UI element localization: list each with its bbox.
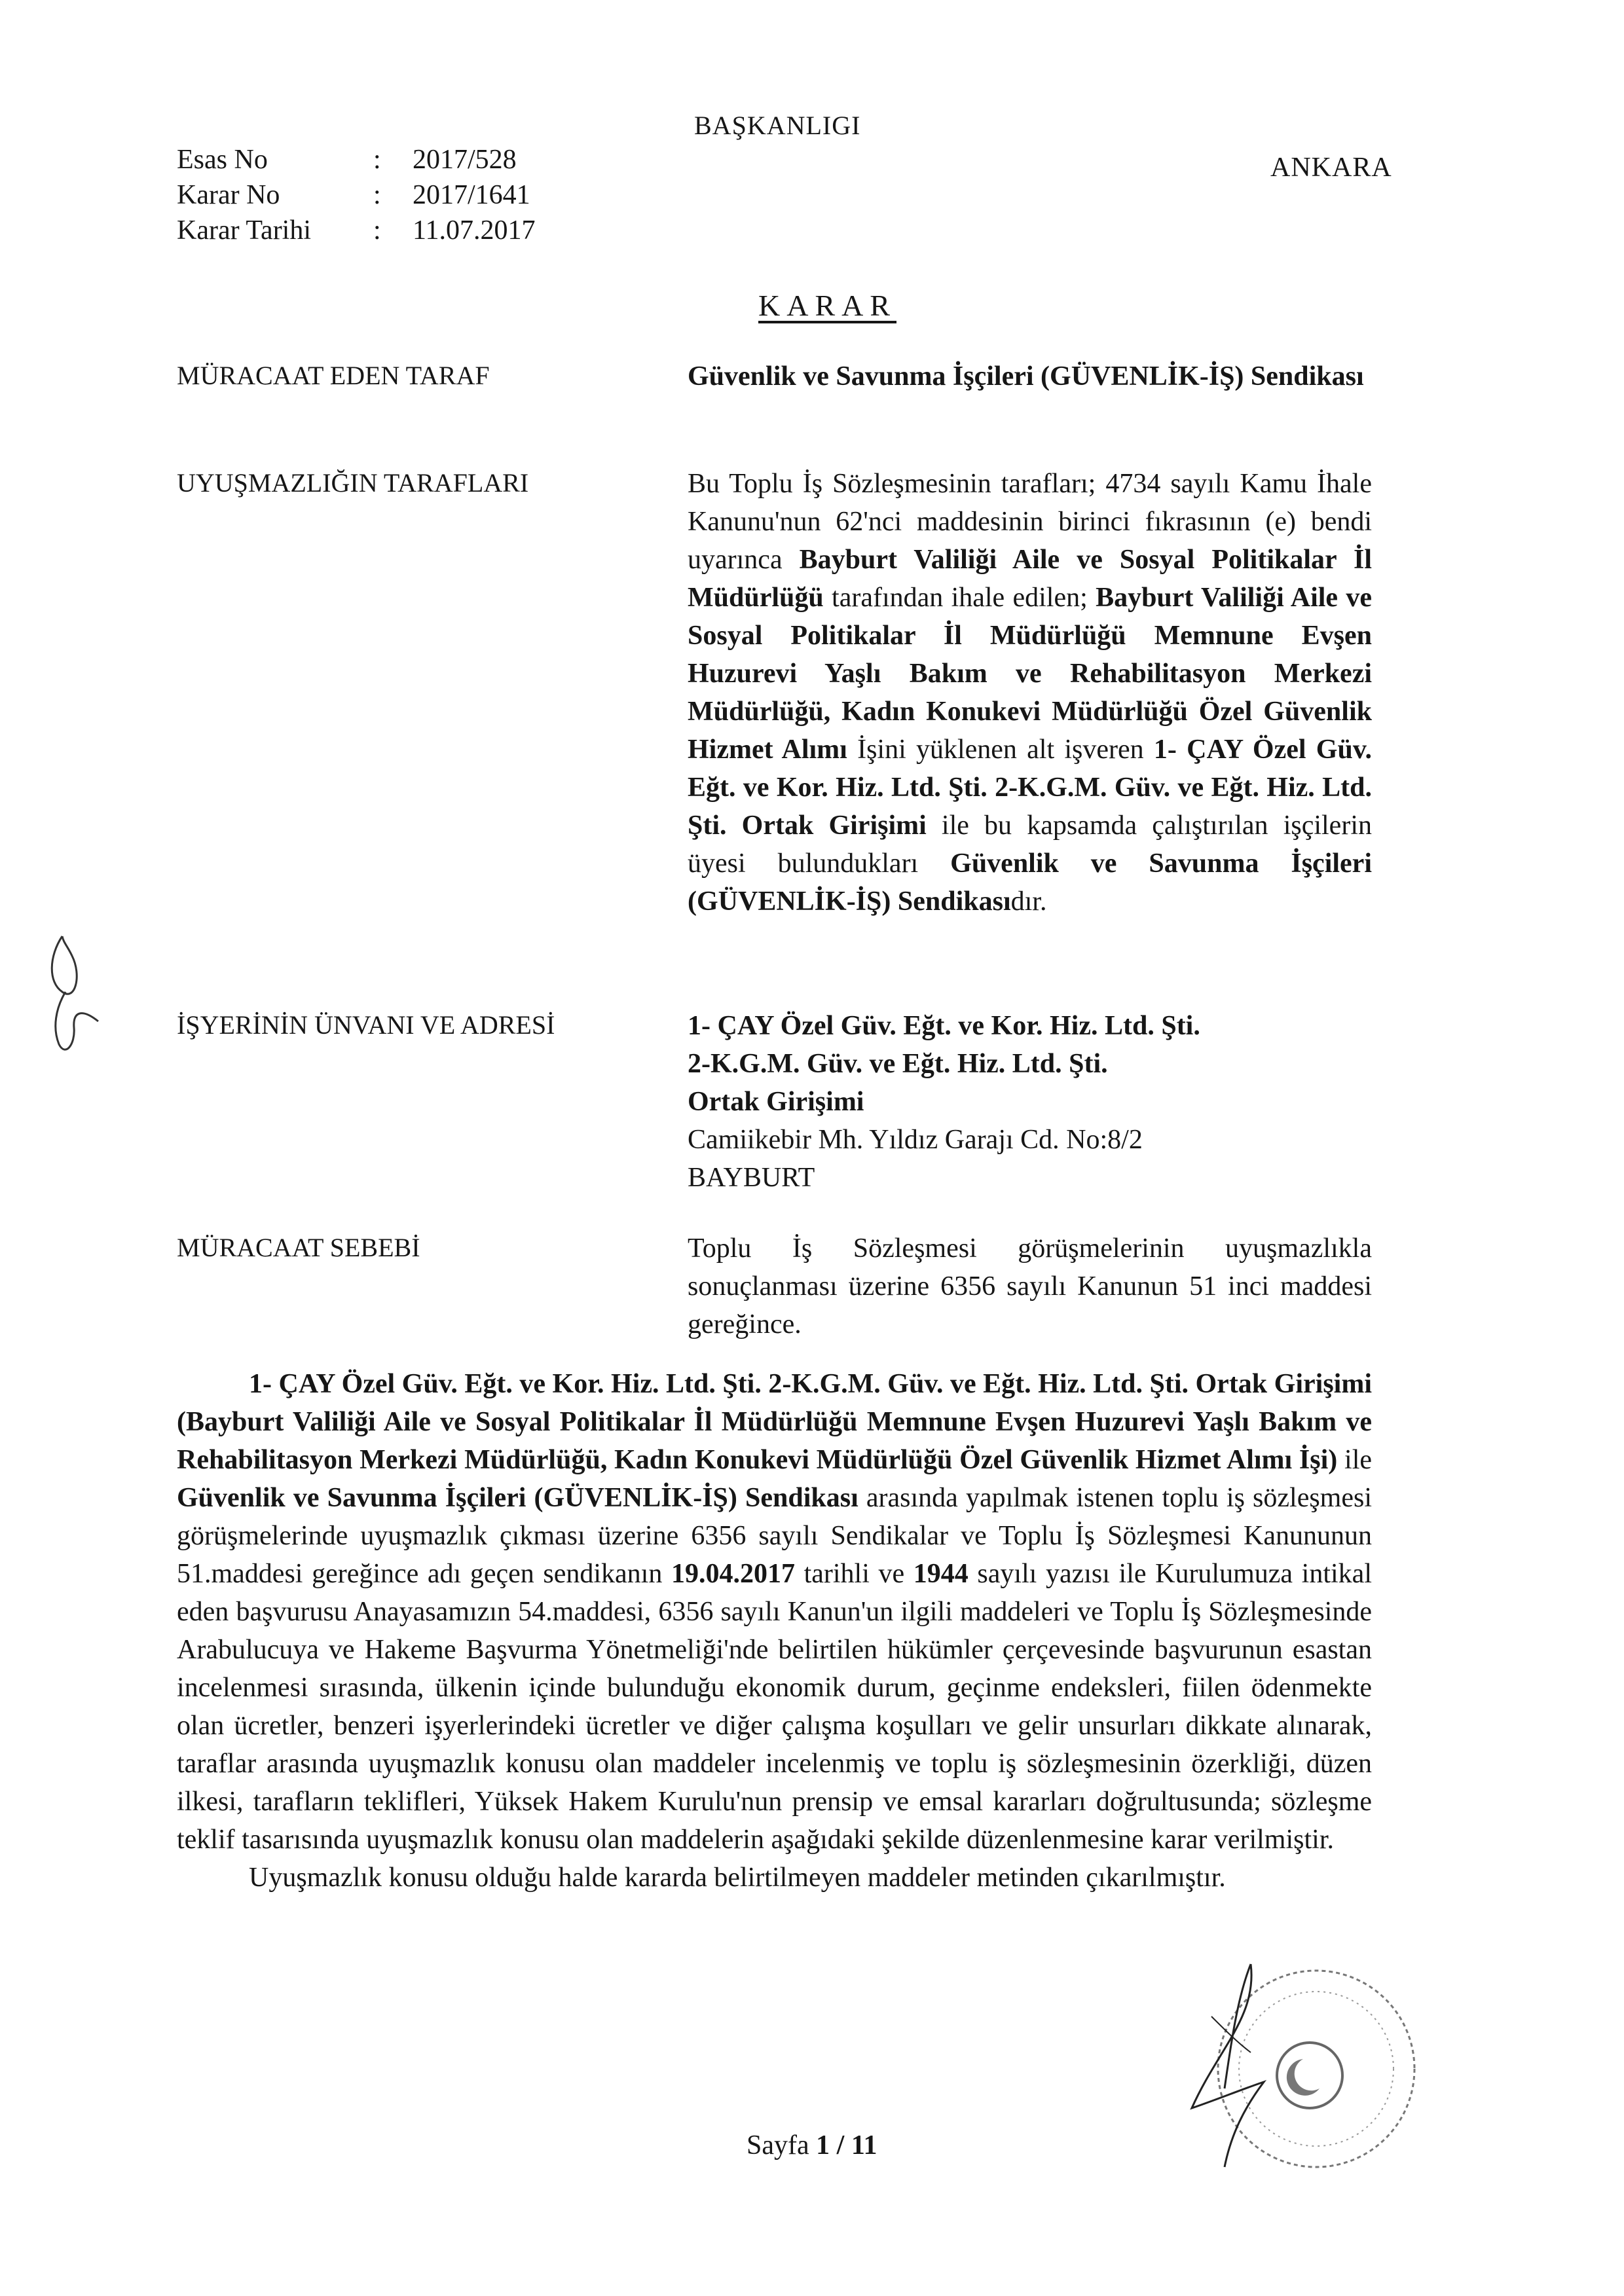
parties-text-3: tarafından ihale edilen; [823,583,1096,613]
parties-text-5: İşini yüklenen alt işveren [847,735,1154,765]
decision-body [177,1365,1372,1897]
reason-value: Toplu İş Sözleşmesi görüşmelerinin uyuşmazlıkla sonuçlanması üzerine 6356 sayılı Kanunun 51 inci maddesi gereğince. [688,1233,1372,1339]
body-paragraph-1 [177,1365,1372,1859]
body-p1-h: sayılı yazısı ile Kurulumuza intikal eden başvurusu Anayasamızın 54.maddesi, 6356 sayılı Kanun'un ilgili maddeleri ve Toplu İş Sözleşmesinde Arabulucuya ve Hakeme Başvurma Yönetmeliği'nde belirtilen hükümler çerçevesinde başvurunun esastan incelenmesi sırasında, ülkenin içinde bulunduğu ekonomik durum, geçinme endeksleri, fiilen ödenmekte olan ücretler, benzeri işyerlerindeki ücretler ve diğer çalışma koşulları ve gelir unsurları dikkate alınarak, taraflar arasında uyuşmazlık konusu olan maddeler incelenmiş ve toplu iş sözleşmesinin özerkliği, düzen ilkesi, tarafların teklifleri, Yüksek Hakem Kurulu'nun prensip ve emsal kararları doğrultusunda; sözleşme teklif tasarısında uyuşmazlık konusu olan maddelerin aşağıdaki şekilde düzenlenmesine karar verilmiştir. [177,1559,1372,1855]
body-p1-f: tarihli ve [794,1559,913,1589]
decision-title: KARAR [758,289,897,322]
page-label: Sayfa [747,2130,817,2160]
parties-text-9: dır. [1010,886,1047,917]
page-current: 1 [816,2130,830,2160]
page-total: 11 [851,2130,877,2160]
decision-no-colon: : [373,180,381,210]
page-footer [747,2130,877,2161]
body-p1-d: arasında yapılmak istenen toplu iş sözleşmesi görüşmelerinde uyuşmazlık çıkması üzerine 6356 sayılı Sendikalar ve Toplu İş Sözleşmesi Kanununun 51.maddesi gereğince adı geçen sendikanın [177,1483,1373,1589]
body-p1-parties: 1- ÇAY Özel Güv. Eğt. ve Kor. Hiz. Ltd. Şti. 2-K.G.M. Güv. ve Eğt. Hiz. Ltd. Şti. Ortak Girişimi (Bayburt Valiliği Aile ve Sosyal Politikalar İl Müdürlüğü Memnune Evşen Huzurevi Yaşlı Bakım ve Rehabilitasyon Merkezi Müdürlüğü, Kadın Konukevi Müdürlüğü Özel Güvenlik Hizmet Alımı İşi) [177,1369,1372,1475]
body-p1-date: 19.04.2017 [671,1559,795,1589]
parties-text-2: Bayburt Valiliği Aile ve Sosyal Politikalar İl Müdürlüğü [688,545,1372,613]
decision-date-label: Karar Tarihi [177,215,312,246]
decision-date-value: 11.07.2017 [413,215,536,246]
decision-no-value: 2017/1641 [413,180,530,210]
applicant-label: MÜRACAAT EDEN TARAF [177,361,490,390]
handwritten-mark-icon [36,930,108,1061]
page-sep: / [830,2130,851,2160]
workplace-line-2: 2-K.G.M. Güv. ve Eğt. Hiz. Ltd. Şti. [688,1049,1108,1079]
authority-heading: BAŞKANLIGI [694,111,861,140]
workplace-value [688,1007,1372,1197]
case-no-row [177,143,517,177]
parties-text-6: 1- ÇAY Özel Güv. Eğt. ve Kor. Hiz. Ltd. Şti. 2-K.G.M. Güv. ve Eğt. Hiz. Ltd. Şti. Ortak Girişimi [688,735,1373,841]
city-heading: ANKARA [1270,153,1392,183]
case-no-label: Esas No [177,145,268,175]
reason-label: MÜRACAAT SEBEBİ [177,1233,420,1262]
body-p1-b: ile [1337,1445,1373,1475]
decision-no-row [177,178,530,212]
workplace-line-1: 1- ÇAY Özel Güv. Eğt. ve Kor. Hiz. Ltd. Şti. [688,1011,1200,1041]
parties-text-7: ile bu kapsamda çalıştırılan işçilerin üyesi bulundukları [688,811,1372,879]
signature-and-seal-icon [1153,1938,1454,2180]
body-paragraph-2: Uyuşmazlık konusu olduğu halde kararda belirtilmeyen maddeler metinden çıkarılmıştır. [249,1863,1226,1893]
parties-value [688,465,1372,920]
decision-no-label: Karar No [177,180,280,210]
workplace-line-3: Ortak Girişimi [688,1087,864,1117]
parties-text-4: Bayburt Valiliği Aile ve Sosyal Politikalar İl Müdürlüğü Memnune Evşen Huzurevi Yaşlı Bakım ve Rehabilitasyon Merkezi Müdürlüğü, Kadın Konukevi Müdürlüğü Özel Güvenlik Hizmet Alımı [688,583,1372,765]
decision-date-row [177,213,535,247]
body-p1-number: 1944 [913,1559,969,1589]
case-no-colon: : [373,145,381,175]
parties-label: UYUŞMAZLIĞIN TARAFLARI [177,468,529,498]
decision-date-colon: : [373,215,381,246]
parties-text-1: Bu Toplu İş Sözleşmesinin tarafları; 4734 sayılı Kamu İhale Kanunu'nun 62'nci maddesinin birinci fıkrasının (e) bendi uyarınca [688,469,1372,575]
workplace-line-5: BAYBURT [688,1163,815,1193]
workplace-label: İŞYERİNİN ÜNVANI VE ADRESİ [177,1010,555,1040]
applicant-value: Güvenlik ve Savunma İşçileri (GÜVENLİK-İŞ) Sendikası [688,361,1364,392]
body-p1-union: Güvenlik ve Savunma İşçileri (GÜVENLİK-İŞ) Sendikası [177,1483,858,1513]
case-no-value: 2017/528 [413,145,517,175]
parties-text-8: Güvenlik ve Savunma İşçileri (GÜVENLİK-İŞ) Sendikası [688,848,1372,917]
workplace-line-4: Camiikebir Mh. Yıldız Garajı Cd. No:8/2 [688,1125,1143,1155]
